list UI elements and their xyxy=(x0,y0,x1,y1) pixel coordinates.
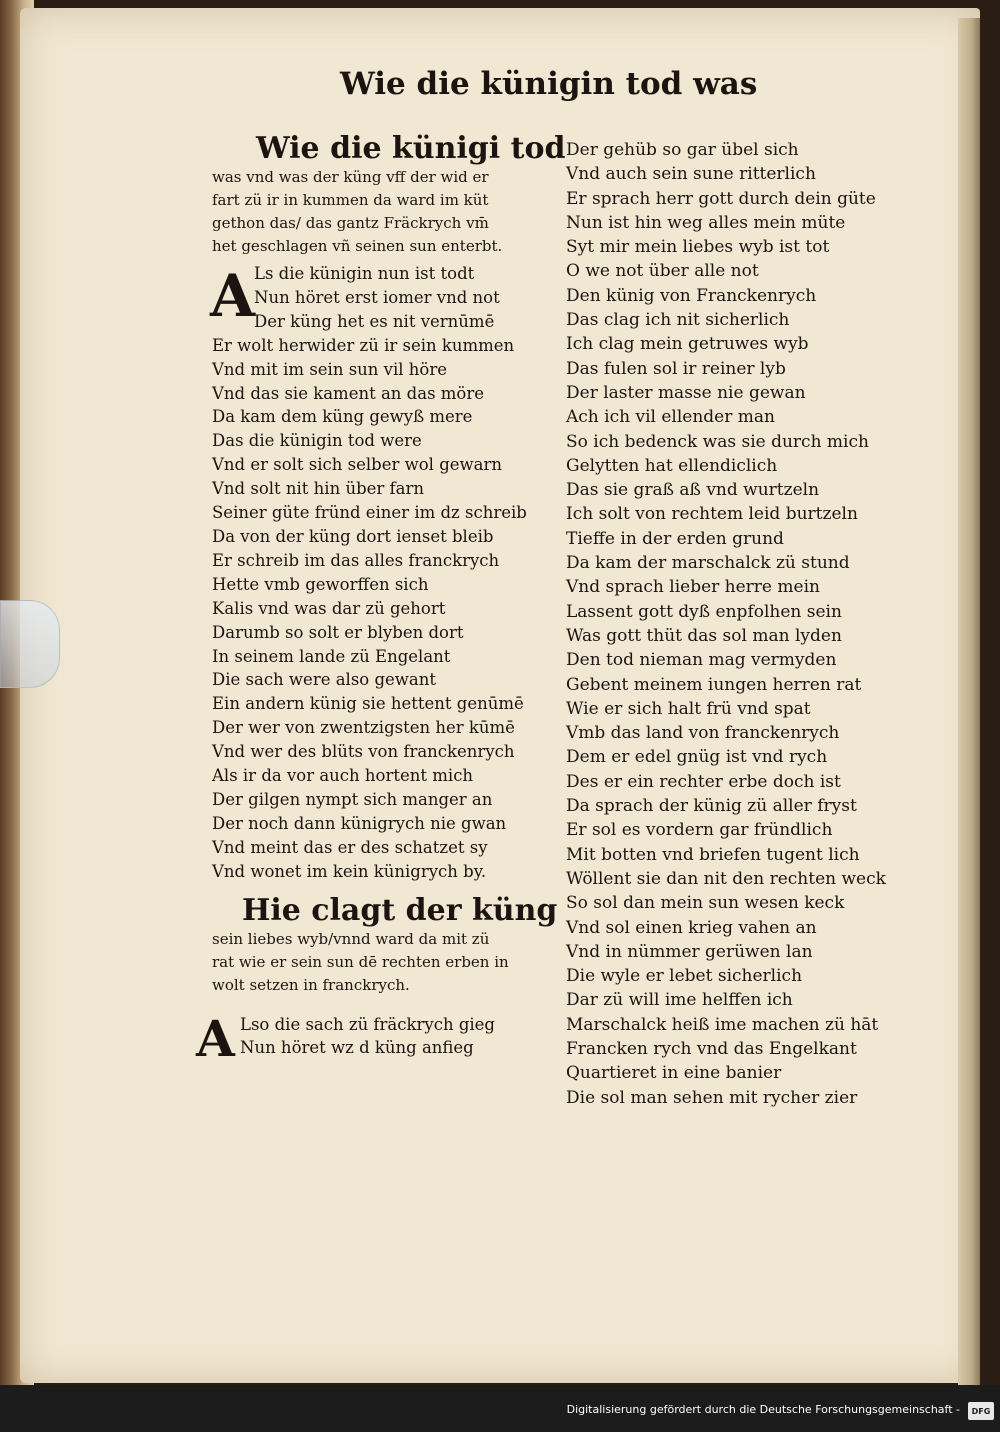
chapter-rubric xyxy=(212,166,542,258)
verse-line: So ich bedenck was sie durch mich xyxy=(566,431,869,452)
verse-line: Wie er sich halt frü vnd spat xyxy=(566,698,811,719)
verse-line: Da kam dem küng gewyß mere xyxy=(212,407,473,427)
verse-line: Er sprach herr gott durch dein güte xyxy=(566,188,876,209)
verse-line: Der gehüb so gar übel sich xyxy=(566,140,799,160)
rubric-line: gethon das/ das gantz Fräckrych vm̄ xyxy=(212,214,489,232)
rubric-line: wolt setzen in franckrych. xyxy=(212,975,410,994)
decorated-initial: A xyxy=(196,1008,235,1068)
rubric-line: was vnd was der küng vff der wid er xyxy=(212,168,489,186)
page-clip xyxy=(0,600,60,688)
footer-bar xyxy=(0,1385,1000,1432)
verse-line: Hette vmb geworffen sich xyxy=(212,574,429,594)
verse-line: Dem er edel gnüg ist vnd rych xyxy=(566,747,828,768)
verse-line: Ich clag mein getruwes wyb xyxy=(566,334,809,355)
verse-line: Der laster masse nie gewan xyxy=(566,382,806,403)
verse-line: Lassent gott dyß enpfolhen sein xyxy=(566,601,842,622)
verse-line: In seinem lande zü Engelant xyxy=(212,646,451,666)
verse-line: Vnd wonet im kein künigrych by. xyxy=(212,861,487,881)
verse-line: Als ir da vor auch hortent mich xyxy=(212,766,474,786)
verse-line: Dar zü will ime helffen ich xyxy=(566,990,793,1011)
decorated-initial: A xyxy=(210,262,256,330)
verse-line: Er schreib im das alles franckrych xyxy=(212,550,500,570)
verse-line: Nun höret wz d küng anfieg xyxy=(240,1038,474,1058)
verse-line: Wöllent sie dan nit den rechten weck xyxy=(566,868,886,889)
verse-line: Vnd in nümmer gerüwen lan xyxy=(566,941,813,962)
verse-line: Seiner güte fründ einer im dz schreib xyxy=(212,503,527,523)
verse-line: Francken rych vnd das Engelkant xyxy=(566,1038,857,1059)
verse-line: Die sol man sehen mit rycher zier xyxy=(566,1087,858,1108)
verse-line: Der noch dann künigrych nie gwan xyxy=(212,813,507,833)
verse-line: Den künig von Franckenrych xyxy=(566,285,817,306)
verse-line: Nun höret erst iomer vnd not xyxy=(254,287,500,307)
verse-line: Da sprach der künig zü aller fryst xyxy=(566,796,857,817)
verse-line: O we not über alle not xyxy=(566,261,759,282)
rubric-line: fart zü ir in kummen da ward im küt xyxy=(212,191,489,209)
verse-line: Vnd wer des blüts von franckenrych xyxy=(212,742,515,762)
right-column xyxy=(566,138,886,1110)
verse-block xyxy=(212,262,542,884)
verse-line: Die sach were also gewant xyxy=(212,670,437,690)
verse-line: Vnd solt nit hin über farn xyxy=(212,479,425,499)
chapter-rubric xyxy=(212,928,542,997)
verse-line: Tieffe in der erden grund xyxy=(566,528,784,549)
chapter-heading: Wie die künigi tod xyxy=(256,131,566,166)
verse-line: Quartieret in eine banier xyxy=(566,1063,782,1084)
dfg-logo: DFG xyxy=(968,1402,994,1420)
funding-credit: Digitalisierung gefördert durch die Deutsche Forschungsgemeinschaft - xyxy=(566,1403,960,1416)
rubric-line: het geschlagen vñ seinen sun enterbt. xyxy=(212,237,503,255)
verse-line: Des er ein rechter erbe doch ist xyxy=(566,771,841,792)
verse-line: Mit botten vnd briefen tugent lich xyxy=(566,844,860,865)
verse-line: Syt mir mein liebes wyb ist tot xyxy=(566,237,830,258)
verse-line: Vnd das sie kament an das möre xyxy=(212,383,485,403)
verse-line: Vnd sprach lieber herre mein xyxy=(566,577,820,598)
verse-line: Das clag ich nit sicherlich xyxy=(566,310,790,331)
verse-line: Das die künigin tod were xyxy=(212,431,422,451)
verse-line: Da kam der marschalck zü stund xyxy=(566,553,850,574)
verse-line: Der küng het es nit vernūmē xyxy=(254,311,495,331)
verse-line: Ls die künigin nun ist todt xyxy=(254,264,475,283)
verse-line: Ein andern künig sie hettent genūmē xyxy=(212,694,524,714)
verse-line: Vnd sol einen krieg vahen an xyxy=(566,917,817,938)
left-column xyxy=(196,131,566,1068)
running-head: Wie die künigin tod was xyxy=(340,66,758,102)
chapter-heading: Hie clagt der küng xyxy=(242,892,558,928)
rubric-line: sein liebes wyb/vnnd ward da mit zü xyxy=(212,929,490,948)
verse-line: Lso die sach zü fräckrych gieg xyxy=(240,1014,495,1034)
verse-line: Ich solt von rechtem leid burtzeln xyxy=(566,504,858,525)
verse-line: Das sie graß aß vnd wurtzeln xyxy=(566,480,820,501)
verse-line: Gebent meinem iungen herren rat xyxy=(566,674,862,695)
verse-line: Gelytten hat ellendiclich xyxy=(566,455,778,476)
verse-line: Vnd auch sein sune ritterlich xyxy=(566,164,816,185)
verse-line: Der wer von zwentzigsten her kūmē xyxy=(212,718,515,738)
verse-line: Vmb das land von franckenrych xyxy=(566,723,840,744)
verse-line: Marschalck heiß ime machen zü hāt xyxy=(566,1014,879,1035)
verse-line: Die wyle er lebet sicherlich xyxy=(566,966,803,987)
verse-line: Vnd meint das er des schatzet sy xyxy=(212,837,488,857)
verse-line: Da von der küng dort ienset bleib xyxy=(212,526,494,546)
verse-line: Er sol es vordern gar fründlich xyxy=(566,820,833,841)
verse-line: Darumb so solt er blyben dort xyxy=(212,622,464,642)
verse-line: Der gilgen nympt sich manger an xyxy=(212,789,493,809)
verse-line: Was gott thüt das sol man lyden xyxy=(566,625,842,646)
verse-line: So sol dan mein sun wesen keck xyxy=(566,893,845,914)
verse-line: Den tod nieman mag vermyden xyxy=(566,650,837,671)
verse-line: Nun ist hin weg alles mein müte xyxy=(566,212,846,233)
verse-line: Vnd er solt sich selber wol gewarn xyxy=(212,455,503,475)
page-right-edge xyxy=(958,18,980,1390)
rubric-line: rat wie er sein sun dē rechten erben in xyxy=(212,952,509,971)
verse-line: Kalis vnd was dar zü gehort xyxy=(212,598,446,618)
verse-line: Das fulen sol ir reiner lyb xyxy=(566,358,786,379)
verse-block xyxy=(196,1008,542,1068)
verse-line: Ach ich vil ellender man xyxy=(566,407,775,428)
verse-line: Vnd mit im sein sun vil höre xyxy=(212,359,447,379)
verse-line: Er wolt herwider zü ir sein kummen xyxy=(212,335,515,355)
